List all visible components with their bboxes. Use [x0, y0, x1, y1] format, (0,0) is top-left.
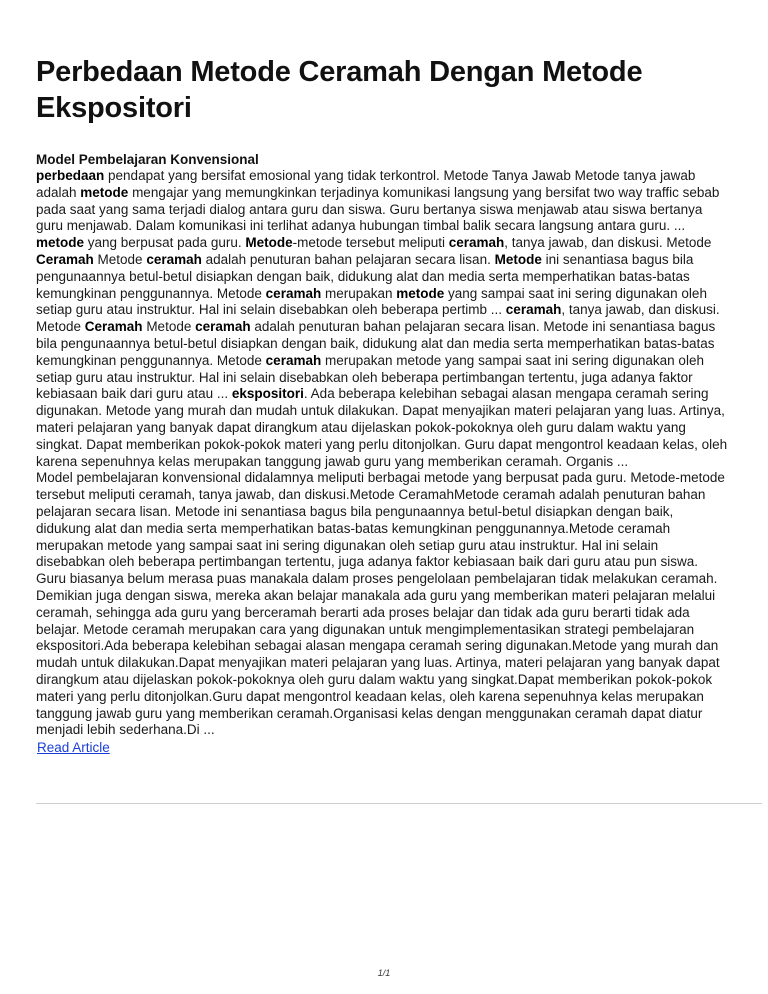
- excerpt-text: Metode: [93, 251, 147, 267]
- highlighted-keyword: ceramah: [448, 235, 505, 251]
- page-title: Perbedaan Metode Ceramah Dengan Metode Ekspositori: [36, 56, 643, 124]
- excerpt-text: pendapat yang bersifat emosional yang tidak terkontrol. Metode Tanya Jawab Metode tanya jawab adalah: [36, 168, 696, 200]
- highlighted-keyword: Metode: [245, 235, 293, 251]
- highlighted-keyword: perbedaan: [36, 168, 105, 183]
- excerpt-text: yang sampai saat ini sering digunakan oleh setiap guru atau instruktur. Hal ini selain disebabkan oleh beberapa pertimb ...: [36, 285, 707, 318]
- highlighted-keyword: Ceramah: [84, 319, 143, 335]
- excerpt-text: merupakan metode yang sampai saat ini sering digunakan oleh setiap guru atau instruktur. Hal ini selain disebabkan oleh beberapa pertimbangan tertentu, juga adanya faktor kebiasaan baik dari guru atau ...: [36, 352, 704, 402]
- highlighted-keyword: Ceramah: [36, 251, 94, 267]
- excerpt-text: Metode: [142, 319, 196, 335]
- highlighted-keyword: Metode: [494, 251, 542, 267]
- read-article-link[interactable]: Read Article: [37, 740, 110, 756]
- highlighted-keyword: metode: [80, 184, 129, 200]
- section-heading: Model Pembelajaran Konvensional: [36, 152, 259, 167]
- highlighted-keyword: ekspositori: [231, 386, 304, 402]
- excerpt-text: , tanya jawab, dan diskusi. Metode: [504, 235, 712, 251]
- excerpt-text: merupakan: [321, 285, 397, 301]
- excerpt-paragraph: [36, 168, 730, 470]
- highlighted-keyword: ceramah: [195, 319, 251, 335]
- excerpt-text: yang berpusat pada guru.: [84, 235, 246, 251]
- highlighted-keyword: ceramah: [265, 352, 322, 368]
- excerpt-text: mengajar yang memungkinkan terjadinya komunikasi langsung yang bersifat two way traffic sebab pada saat yang sama terjadi dialog antara guru dan siswa. Guru bertanya siswa menjawab atau siswa bertanya guru menjawab. Dalam komunikasi ini terlihat adanya hubungan timbal balik secara langsung antara guru. ...: [36, 184, 720, 234]
- highlighted-keyword: metode: [36, 235, 85, 251]
- highlighted-keyword: ceramah: [505, 302, 562, 318]
- excerpt-text: ini senantiasa bagus bila pengunaannya betul-betul disiapkan dengan baik, didukung alat dan media serta memperhatikan batas-batas kemungkinan penggunannya. Metode: [36, 251, 694, 301]
- excerpt-text: , tanya jawab, dan diskusi. Metode: [36, 302, 720, 335]
- highlighted-keyword: metode: [396, 285, 445, 301]
- page-number: 1/1: [377, 968, 391, 978]
- excerpt-text: -metode tersebut meliputi: [292, 235, 449, 251]
- excerpt-text: adalah penuturan bahan pelajaran secara lisan. Metode ini senantiasa bagus bila pengunaannya betul-betul disiapkan dengan baik, didukung alat dan media serta memperhatikan batas-batas kemungkinan penggunannya. Metode: [36, 319, 716, 368]
- divider-line: [36, 803, 762, 804]
- document-page: [36, 0, 730, 757]
- excerpt-text: . Ada beberapa kelebihan sebagai alasan mengapa ceramah sering digunakan. Metode yang murah dan mudah untuk dilakukan. Dapat menyajikan materi pelajaran yang luas. Artinya, materi pelajaran yang banyak dapat dirangkum atau dijelaskan pokok-pokoknya oleh guru dalam waktu yang singkat. Dapat memberikan pokok-pokok materi yang perlu ditonjolkan. Guru dapat mengontrol keadaan kelas, oleh karena sepenuhnya kelas merupakan tanggung jawab guru yang memberikan ceramah. Organis ...: [36, 386, 728, 469]
- highlighted-keyword: ceramah: [265, 285, 322, 301]
- excerpt-text: adalah penuturan bahan pelajaran secara lisan.: [201, 251, 495, 267]
- highlighted-keyword: ceramah: [146, 251, 202, 267]
- article-paragraph: Model pembelajaran konvensional didalamnya meliputi berbagai metode yang berpusat pada guru. Metode-metode tersebut meliputi ceramah, tanya jawab, dan diskusi.Metode CeramahMetode ceramah adalah penuturan bahan pelajaran secara lisan. Metode ini senantiasa bagus bila pengunaannya betul-betul disiapkan dengan baik, didukung alat dan media serta memperhatikan batas-batas kemungkinan penggunannya.Metode ceramah merupakan metode yang sampai saat ini sering digunakan oleh setiap guru atau instruktur. Hal ini selain disebabkan oleh beberapa pertimbangan tertentu, juga adanya faktor kebiasaan baik dari guru atau pun siswa. Guru biasanya belum merasa puas manakala dalam proses pengelolaan pembelajaran tidak melakukan ceramah. Demikian juga dengan siswa, mereka akan belajar manakala ada guru yang memberikan materi pelajaran melalui ceramah, sehingga ada guru yang berceramah berarti ada proses belajar dan tidak ada guru berarti tidak ada belajar. Metode ceramah merupakan cara yang digunakan untuk mengimplementasikan strategi pembelajaran ekspositori.Ada beberapa kelebihan sebagai alasan mengapa ceramah sering digunakan.Metode yang murah dan mudah untuk dilakukan.Dapat menyajikan materi pelajaran yang luas. Artinya, materi pelajaran yang banyak dapat dirangkum atau dijelaskan pokok-pokoknya oleh guru dalam waktu yang singkat.Dapat memberikan pokok-pokok materi yang perlu ditonjolkan.Guru dapat mengontrol keadaan kelas, oleh karena sepenuhnya kelas merupakan tanggung jawab guru yang memberikan ceramah.Organisasi kelas dengan menggunakan ceramah dapat diatur menjadi lebih sederhana.Di ...: [36, 470, 725, 738]
